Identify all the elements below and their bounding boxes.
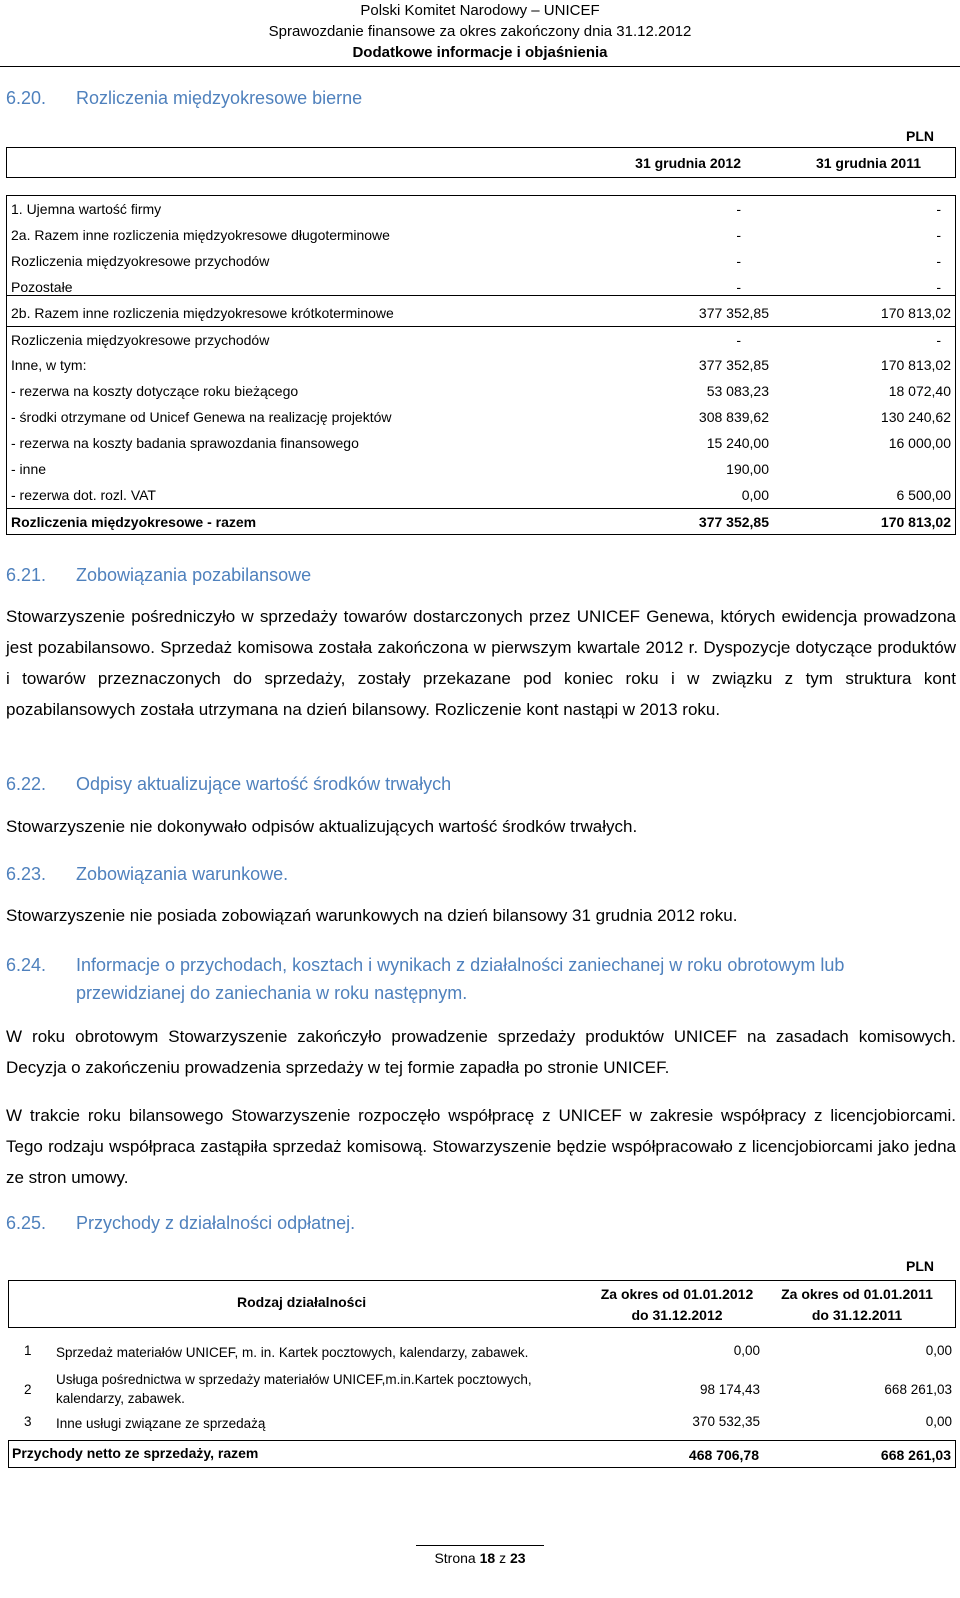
paragraph-6-24-a: W roku obrotowym Stowarzyszenie zakończyło prowadzenie sprzedaży produktów UNICEF na zasadach komisowych. Decyzja o zakończeniu prowadzenia sprzedaży w tej formie zapadła po stronie UNICEF.: [6, 1027, 956, 1077]
section-title: Rozliczenia międzyokresowe bierne: [76, 88, 363, 108]
table-row: - rezerwa dot. rozl. VAT 0,00 6 500,00: [11, 487, 951, 503]
paragraph-6-21: Stowarzyszenie pośredniczyło w sprzedaży towarów dostarczonych przez UNICEF Genewa, których ewidencja prowadzona jest pozabilansowo. Sprzedaż komisowa została zakończona w pierwszym kwartale 2012 r. Dyspozycje dotyczące produktów i towarów przeznaczonych do sprzedaży, zostały przekazane pod koniec roku i w związku z tym struktura kont pozabilansowych została utrzymana na dzień bilansowy. Rozliczenie kont nastąpi w 2013 roku.: [6, 607, 956, 719]
section-title: Zobowiązania warunkowe.: [76, 864, 289, 884]
section-number: 6.21.: [6, 565, 47, 585]
table-row: - środki otrzymane od Unicef Genewa na realizację projektów 308 839,62 130 240,62: [11, 409, 951, 425]
table-row: 2 Usługa pośrednictwa w sprzedaży materiałów UNICEF,m.in.Kartek pocztowych, kalendarzy, zabawek. 98 174,43 668 261,03: [24, 1372, 952, 1406]
section-heading-6-23: [6, 860, 936, 888]
column-header-activity: Rodzaj działalności: [237, 1294, 367, 1310]
unit-label: PLN: [906, 1258, 934, 1274]
table-row: - inne 190,00: [11, 461, 769, 477]
table-row: - rezerwa na koszty dotyczące roku bieżącego 53 083,23 18 072,40: [11, 383, 951, 399]
table-row: 2a. Razem inne rozliczenia międzyokresowe długoterminowe - -: [11, 227, 941, 243]
table-total-row: Rozliczenia międzyokresowe - razem 377 352,85 170 813,02: [7, 508, 955, 534]
table-row: - rezerwa na koszty badania sprawozdania finansowego 15 240,00 16 000,00: [11, 435, 951, 451]
section-number: 6.23.: [6, 864, 47, 884]
section-heading-6-21: [6, 561, 936, 589]
section-heading-6-24: [6, 951, 926, 1007]
paragraph-6-23: Stowarzyszenie nie posiada zobowiązań warunkowych na dzień bilansowy 31 grudnia 2012 roku.: [6, 906, 738, 925]
table-block-short-term: [6, 295, 956, 535]
column-header-2012: 31 grudnia 2012: [635, 155, 741, 171]
table-row: 3 Inne usługi związane ze sprzedażą 370 532,35 0,00: [24, 1414, 952, 1431]
unit-label: PLN: [906, 128, 934, 144]
section-number: 6.22.: [6, 774, 47, 794]
header-subtitle: Dodatkowe informacje i objaśnienia: [352, 44, 608, 61]
paragraph-6-24-b: W trakcie roku bilansowego Stowarzyszenie rozpoczęło współpracę z UNICEF w zakresie współpracy z licencjobiorcami. Tego rodzaju współpraca zastąpiła sprzedaż komisową. Stowarzyszenie będzie współpracowało z licencjobiorcami jako jedna ze stron umowy.: [6, 1106, 956, 1187]
column-header-2011: Za okres od 01.01.2011 do 31.12.2011: [781, 1286, 933, 1323]
column-header-2012: Za okres od 01.01.2012 do 31.12.2012: [600, 1286, 754, 1323]
header-divider: [0, 66, 960, 67]
header-report: Sprawozdanie finansowe za okres zakończony dnia 31.12.2012: [268, 23, 692, 40]
page-total: 23: [509, 1550, 526, 1566]
page-footer: Strona 18 z 23: [434, 1550, 526, 1566]
table-row: Pozostałe - -: [11, 279, 941, 295]
revenue-table: [8, 1280, 956, 1468]
table-row: 1 Sprzedaż materiałów UNICEF, m. in. Kartek pocztowych, kalendarzy, zabawek. 0,00 0,00: [24, 1343, 952, 1360]
section-title: Informacje o przychodach, kosztach i wynikach z działalności zaniechanej w roku obrotowym lub przewidzianej do zaniechania w roku następnym.: [76, 955, 845, 1003]
section-heading-6-22: [6, 770, 936, 798]
page-number: 18: [479, 1550, 496, 1566]
column-header-2011: 31 grudnia 2011: [815, 155, 921, 171]
table-row: Rozliczenia międzyokresowe przychodów - -: [11, 253, 941, 269]
page-header: [0, 0, 960, 63]
section-number: 6.20.: [6, 88, 47, 108]
section-title: Zobowiązania pozabilansowe: [76, 565, 312, 585]
section-title: Odpisy aktualizujące wartość środków trwałych: [76, 774, 452, 794]
table-row: Inne, w tym: 377 352,85 170 813,02: [11, 357, 951, 373]
section-heading-6-20: [6, 84, 936, 112]
header-org: Polski Komitet Narodowy – UNICEF: [360, 2, 600, 19]
table-row: Rozliczenia międzyokresowe przychodów - -: [7, 326, 955, 352]
table-row: 1. Ujemna wartość firmy - -: [11, 201, 941, 217]
table-total-row: Przychody netto ze sprzedaży, razem 468 706,78 668 261,03: [8, 1440, 956, 1468]
section-heading-6-25: [6, 1209, 936, 1237]
accruals-table: [6, 147, 956, 535]
table-block-long-term: [6, 195, 956, 295]
section-title: Przychody z działalności odpłatnej.: [76, 1213, 356, 1233]
section-number: 6.24.: [6, 955, 47, 975]
section-number: 6.25.: [6, 1213, 47, 1233]
table-header-row: [8, 1280, 956, 1328]
paragraph-6-22: Stowarzyszenie nie dokonywało odpisów aktualizujących wartość środków trwałych.: [6, 817, 638, 836]
table-row: 2b. Razem inne rozliczenia międzyokresowe krótkoterminowe 377 352,85 170 813,02: [11, 305, 951, 321]
table-header-row: [6, 147, 956, 178]
footer-divider: [416, 1545, 544, 1546]
